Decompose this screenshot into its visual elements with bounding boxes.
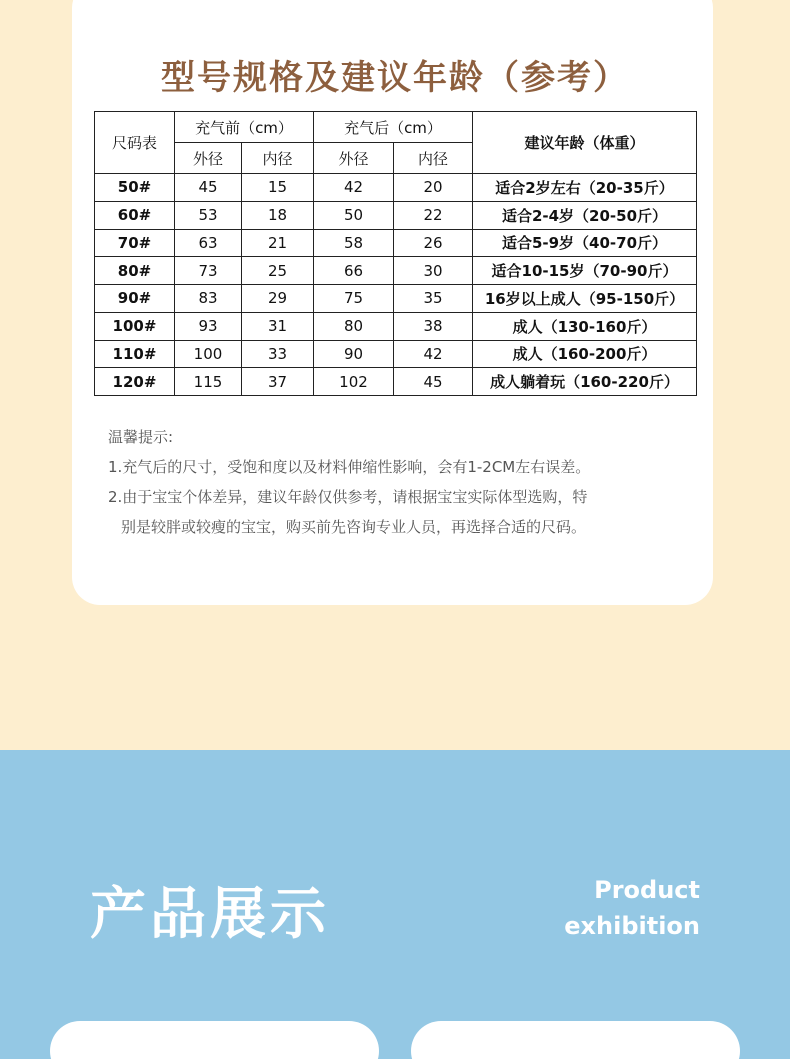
cell-size: 60# — [95, 201, 175, 229]
tips-line-3: 别是较胖或较瘦的宝宝，购买前先咨询专业人员，再选择合适的尺码。 — [121, 518, 587, 536]
header-before: 充气前（cm） — [175, 112, 314, 143]
header-after-outer: 外径 — [314, 143, 394, 174]
cell-before-inner: 37 — [242, 368, 314, 396]
cell-age: 适合5-9岁（40-70斤） — [473, 229, 697, 257]
table-row — [95, 312, 697, 340]
cell-before-outer: 93 — [175, 312, 242, 340]
tips-block — [108, 422, 708, 542]
cell-after-inner: 30 — [394, 257, 473, 285]
cell-age: 成人（130-160斤） — [473, 312, 697, 340]
cell-before-inner: 21 — [242, 229, 314, 257]
tips-line-2: 2.由于宝宝个体差异，建议年龄仅供参考，请根据宝宝实际体型选购，特 — [108, 488, 588, 506]
cell-after-outer: 42 — [314, 174, 394, 202]
table-row — [95, 285, 697, 313]
cell-after-outer: 50 — [314, 201, 394, 229]
cell-size: 80# — [95, 257, 175, 285]
cell-age: 适合2岁左右（20-35斤） — [473, 174, 697, 202]
tips-line-1: 1.充气后的尺寸，受饱和度以及材料伸缩性影响，会有1-2CM左右误差。 — [108, 458, 591, 476]
page-title: 型号规格及建议年龄（参考） — [161, 58, 629, 98]
product-card-left[interactable] — [50, 1021, 379, 1059]
cell-after-outer: 80 — [314, 312, 394, 340]
cell-size: 100# — [95, 312, 175, 340]
cell-after-inner: 22 — [394, 201, 473, 229]
cell-before-outer: 45 — [175, 174, 242, 202]
cell-size: 50# — [95, 174, 175, 202]
cell-before-inner: 15 — [242, 174, 314, 202]
table-row — [95, 229, 697, 257]
cell-age: 成人（160-200斤） — [473, 340, 697, 368]
cell-size: 120# — [95, 368, 175, 396]
cell-after-inner: 35 — [394, 285, 473, 313]
section-title-en — [564, 872, 700, 944]
header-age: 建议年龄（体重） — [473, 112, 697, 174]
cell-before-inner: 29 — [242, 285, 314, 313]
cell-age: 适合10-15岁（70-90斤） — [473, 257, 697, 285]
cell-before-outer: 53 — [175, 201, 242, 229]
table-row — [95, 201, 697, 229]
section-en-line-1: Product — [594, 876, 700, 904]
cell-before-inner: 31 — [242, 312, 314, 340]
header-after: 充气后（cm） — [314, 112, 473, 143]
cell-after-outer: 90 — [314, 340, 394, 368]
header-after-inner: 内径 — [394, 143, 473, 174]
cell-before-inner: 33 — [242, 340, 314, 368]
cell-before-outer: 100 — [175, 340, 242, 368]
cell-size: 70# — [95, 229, 175, 257]
cell-age: 适合2-4岁（20-50斤） — [473, 201, 697, 229]
section-en-line-2: exhibition — [564, 912, 700, 940]
cell-before-inner: 18 — [242, 201, 314, 229]
cell-after-inner: 20 — [394, 174, 473, 202]
table-row — [95, 368, 697, 396]
size-table — [94, 111, 697, 396]
header-before-outer: 外径 — [175, 143, 242, 174]
cell-before-outer: 63 — [175, 229, 242, 257]
table-row — [95, 340, 697, 368]
table-row — [95, 257, 697, 285]
header-before-inner: 内径 — [242, 143, 314, 174]
cell-after-outer: 102 — [314, 368, 394, 396]
table-row — [95, 174, 697, 202]
cell-after-inner: 26 — [394, 229, 473, 257]
cell-before-outer: 73 — [175, 257, 242, 285]
cell-size: 90# — [95, 285, 175, 313]
cell-after-inner: 42 — [394, 340, 473, 368]
cell-age: 成人躺着玩（160-220斤） — [473, 368, 697, 396]
cell-before-outer: 83 — [175, 285, 242, 313]
cell-before-inner: 25 — [242, 257, 314, 285]
cell-before-outer: 115 — [175, 368, 242, 396]
product-section — [0, 750, 790, 1059]
cell-after-outer: 58 — [314, 229, 394, 257]
section-title: 产品展示 — [90, 882, 330, 947]
cell-after-inner: 45 — [394, 368, 473, 396]
product-card-right[interactable] — [411, 1021, 740, 1059]
cell-after-outer: 66 — [314, 257, 394, 285]
cell-after-outer: 75 — [314, 285, 394, 313]
table-header-row — [95, 112, 697, 143]
cell-after-inner: 38 — [394, 312, 473, 340]
cell-size: 110# — [95, 340, 175, 368]
cell-age: 16岁以上成人（95-150斤） — [473, 285, 697, 313]
header-size: 尺码表 — [95, 112, 175, 174]
tips-heading: 温馨提示: — [108, 428, 174, 446]
